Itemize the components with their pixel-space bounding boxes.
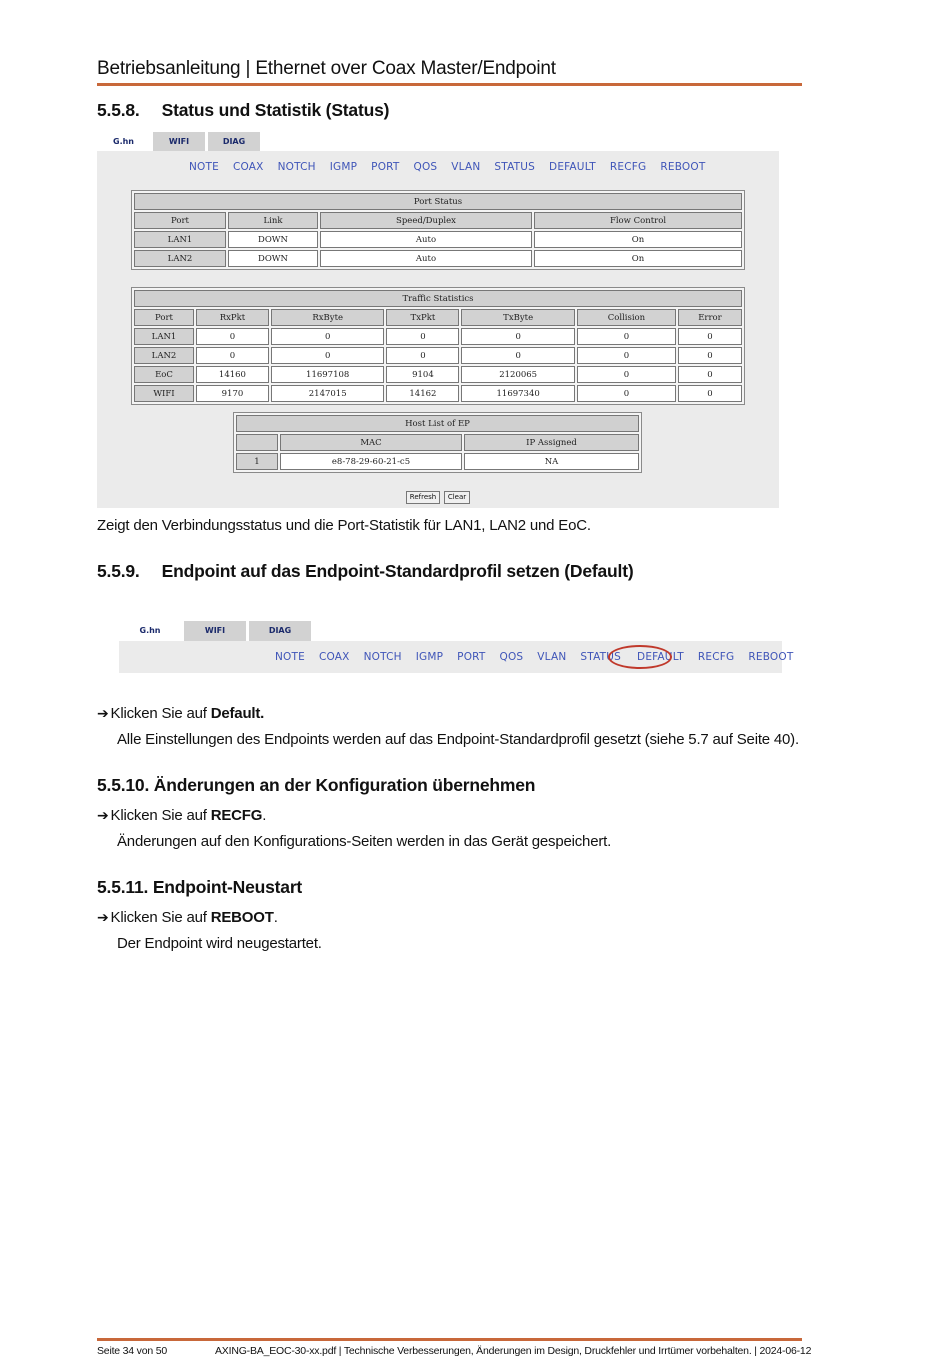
section-title: Endpoint auf das Endpoint-Standardprofil setzen (Default): [161, 561, 634, 581]
table-cell: 9170: [196, 385, 269, 402]
step-suffix: .: [273, 909, 278, 926]
nav-notch[interactable]: NOTCH: [363, 651, 402, 663]
column-header: Error: [678, 309, 742, 326]
tab-bar: [119, 621, 314, 641]
step-suffix: .: [262, 807, 267, 824]
nav-coax[interactable]: COAX: [232, 161, 264, 173]
host-list-table: [233, 412, 642, 473]
table-cell: LAN2: [134, 347, 194, 364]
table-cell: 0: [271, 347, 385, 364]
column-header: Flow Control: [534, 212, 742, 229]
column-header: RxPkt: [196, 309, 269, 326]
header-rule: [97, 83, 802, 86]
nav-menu: [275, 651, 807, 663]
table-cell: 9104: [386, 366, 459, 383]
table-cell: 2120065: [461, 366, 575, 383]
section-title: Status und Statistik (Status): [161, 100, 390, 120]
default-description: Alle Einstellungen des Endpoints werden auf das Endpoint-Standardprofil gesetzt (siehe 5.7 auf Seite 40).: [117, 731, 799, 748]
table-cell: 14160: [196, 366, 269, 383]
tab-ghn[interactable]: G.hn: [97, 132, 150, 151]
table-cell: LAN2: [134, 250, 226, 267]
tab-diag[interactable]: DIAG: [249, 621, 311, 641]
table-cell: 0: [678, 366, 742, 383]
traffic-statistics-table: [131, 287, 745, 405]
nav-qos[interactable]: QOS: [499, 651, 524, 663]
table-cell: 0: [461, 347, 575, 364]
table-cell: 2147015: [271, 385, 385, 402]
step-recfg: [97, 807, 266, 824]
table-row: [134, 328, 742, 345]
column-header: TxPkt: [386, 309, 459, 326]
table-cell: 11697340: [461, 385, 575, 402]
section-heading-5-5-10: [97, 775, 535, 796]
nav-notch[interactable]: NOTCH: [277, 161, 316, 173]
refresh-button[interactable]: Refresh: [406, 491, 440, 504]
table-cell: 0: [577, 366, 676, 383]
nav-coax[interactable]: COAX: [318, 651, 350, 663]
table-row: [134, 250, 742, 267]
table-cell: DOWN: [228, 250, 318, 267]
nav-qos[interactable]: QOS: [413, 161, 438, 173]
table-cell: NA: [464, 453, 639, 470]
port-status-table: [131, 190, 745, 270]
default-highlight-ring: [608, 645, 672, 669]
tab-diag[interactable]: DIAG: [208, 132, 260, 151]
table-cell: Auto: [320, 250, 532, 267]
table-row: [134, 366, 742, 383]
footer-rule: [97, 1338, 802, 1341]
status-screenshot: [97, 132, 779, 508]
step-text: Klicken Sie auf: [110, 807, 211, 824]
table-cell: 14162: [386, 385, 459, 402]
default-screenshot: [119, 621, 794, 673]
nav-recfg[interactable]: RECFG: [609, 161, 647, 173]
clear-button[interactable]: Clear: [444, 491, 470, 504]
step-text: Klicken Sie auf: [110, 705, 211, 722]
table-cell: 0: [386, 328, 459, 345]
recfg-description: Änderungen auf den Konfigurations-Seiten werden in das Gerät gespeichert.: [117, 833, 612, 850]
table-title: Traffic Statistics: [134, 290, 742, 307]
table-cell: Auto: [320, 231, 532, 248]
section-heading-5-5-9: [97, 561, 633, 582]
right-arrow-icon: ➔: [97, 910, 109, 926]
table-cell: 0: [271, 328, 385, 345]
column-header: RxByte: [271, 309, 385, 326]
step-target: Default.: [210, 705, 265, 722]
table-title: Port Status: [134, 193, 742, 210]
step-text: Klicken Sie auf: [110, 909, 211, 926]
table-cell: e8-78-29-60-21-c5: [280, 453, 462, 470]
tab-bar: [97, 132, 263, 151]
section-number: 5.5.11.: [97, 877, 149, 897]
footer-info: AXING-BA_EOC-30-xx.pdf | Technische Verbesserungen, Änderungen im Design, Druckfehler und Irrtümer vorbehalten. | 2024-06-12: [215, 1345, 812, 1357]
column-header: MAC: [280, 434, 462, 451]
status-caption: Zeigt den Verbindungsstatus und die Port-Statistik für LAN1, LAN2 und EoC.: [97, 517, 591, 534]
table-cell: DOWN: [228, 231, 318, 248]
table-cell: LAN1: [134, 231, 226, 248]
column-header: Link: [228, 212, 318, 229]
nav-menu: [189, 161, 719, 173]
column-header: IP Assigned: [464, 434, 639, 451]
nav-port[interactable]: PORT: [371, 161, 400, 173]
table-row: [134, 347, 742, 364]
step-reboot: [97, 909, 278, 926]
table-cell: EoC: [134, 366, 194, 383]
column-header: Speed/Duplex: [320, 212, 532, 229]
table-cell: 0: [196, 328, 269, 345]
column-header: Port: [134, 212, 226, 229]
right-arrow-icon: ➔: [97, 706, 109, 722]
nav-default[interactable]: DEFAULT: [549, 161, 596, 173]
table-cell: 0: [678, 385, 742, 402]
column-header: [236, 434, 278, 451]
nav-igmp[interactable]: IGMP: [415, 651, 444, 663]
table-cell: 1: [236, 453, 278, 470]
document-header: Betriebsanleitung | Ethernet over Coax Master/Endpoint: [97, 58, 556, 79]
table-cell: WIFI: [134, 385, 194, 402]
nav-vlan[interactable]: VLAN: [537, 651, 567, 663]
table-cell: 11697108: [271, 366, 385, 383]
table-cell: LAN1: [134, 328, 194, 345]
tab-wifi[interactable]: WIFI: [184, 621, 246, 641]
nav-status[interactable]: STATUS: [494, 161, 536, 173]
table-row: [134, 385, 742, 402]
section-number: 5.5.10.: [97, 775, 150, 795]
table-title: Host List of EP: [236, 415, 639, 432]
nav-reboot[interactable]: REBOOT: [748, 651, 794, 663]
tab-ghn[interactable]: G.hn: [119, 621, 181, 641]
table-cell: 0: [577, 328, 676, 345]
section-heading-5-5-11: [97, 877, 302, 898]
table-cell: 0: [461, 328, 575, 345]
step-target: RECFG: [210, 807, 263, 824]
table-cell: 0: [577, 385, 676, 402]
column-header: Port: [134, 309, 194, 326]
table-row: [134, 231, 742, 248]
section-number: 5.5.9.: [97, 561, 140, 581]
column-header: Collision: [577, 309, 676, 326]
table-cell: 0: [386, 347, 459, 364]
table-cell: 0: [678, 328, 742, 345]
section-title: Änderungen an der Konfiguration übernehmen: [153, 775, 536, 795]
section-number: 5.5.8.: [97, 100, 140, 120]
footer-page-number: Seite 34 von 50: [97, 1345, 167, 1357]
table-cell: On: [534, 231, 742, 248]
right-arrow-icon: ➔: [97, 808, 109, 824]
nav-igmp[interactable]: IGMP: [329, 161, 358, 173]
table-cell: 0: [196, 347, 269, 364]
section-heading-5-5-8: [97, 100, 389, 121]
nav-port[interactable]: PORT: [457, 651, 486, 663]
table-row: [236, 453, 639, 470]
step-default: [97, 705, 264, 722]
section-title: Endpoint-Neustart: [152, 877, 303, 897]
table-cell: 0: [678, 347, 742, 364]
column-header: TxByte: [461, 309, 575, 326]
reboot-description: Der Endpoint wird neugestartet.: [117, 935, 322, 952]
nav-vlan[interactable]: VLAN: [451, 161, 481, 173]
nav-note[interactable]: NOTE: [275, 651, 305, 663]
nav-status[interactable]: STATUS: [580, 651, 622, 663]
table-cell: On: [534, 250, 742, 267]
step-target: REBOOT: [210, 909, 274, 926]
nav-note[interactable]: NOTE: [189, 161, 219, 173]
table-cell: 0: [577, 347, 676, 364]
nav-default[interactable]: DEFAULT: [637, 651, 684, 663]
nav-reboot[interactable]: REBOOT: [660, 161, 706, 173]
nav-recfg[interactable]: RECFG: [697, 651, 735, 663]
tab-wifi[interactable]: WIFI: [153, 132, 205, 151]
